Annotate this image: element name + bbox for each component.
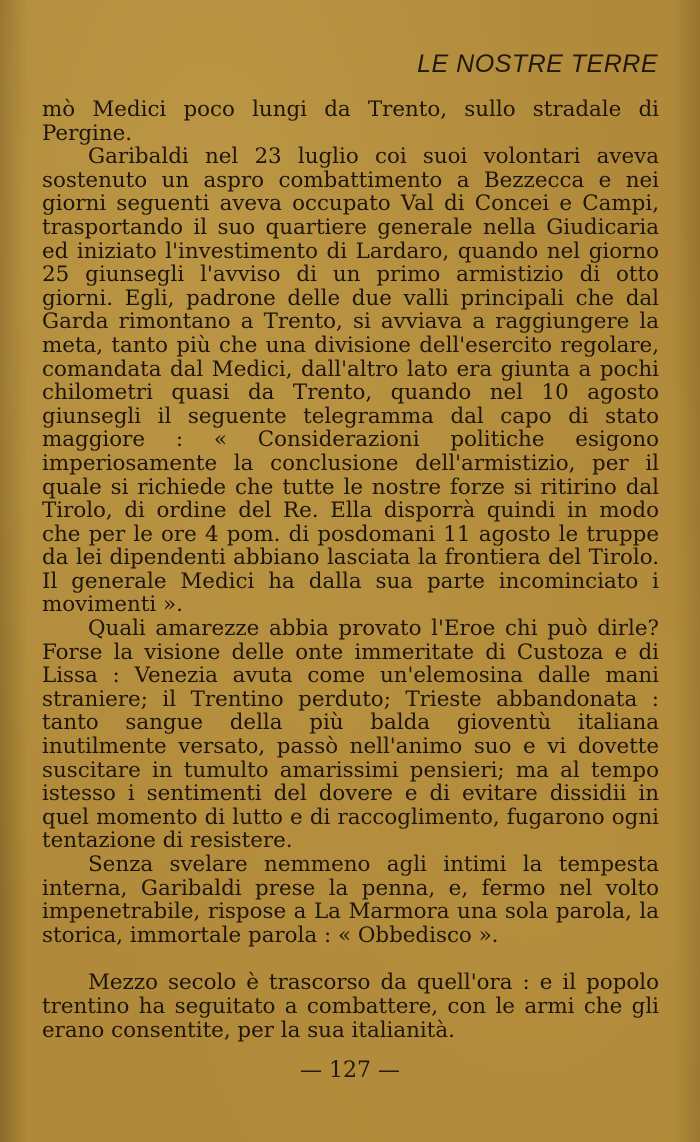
paragraph-continuation: mò Medici poco lungi da Trento, sullo stradale di Pergine. [42, 97, 659, 146]
page-number: — 127 — [300, 1058, 400, 1083]
paragraph-obbedisco: Senza svelare nemmeno agli intimi la tempesta interna, Garibaldi prese la penna, e, fermo nel volto impenetrabile, rispose a La Marmora una sola parola, la storica, immortale parola : « Obbedisco ». [42, 852, 659, 948]
body-text [42, 98, 659, 1042]
paragraph-half-century: Mezzo secolo è trascorso da quell'ora : e il popolo trentino ha seguitato a combattere, con le armi che gli erano consentite, per la sua italianità. [42, 970, 659, 1043]
paragraph-bitterness: Quali amarezze abbia provato l'Eroe chi può dirle? Forse la visione delle onte immeritate di Custoza e di Lissa : Venezia avuta come un'elemosina dalle mani straniere; il Trentino perduto; Trieste abbandonata : tanto sangue della più balda gioventù italiana inutilmente versato, passò nell'animo suo e vi dovette suscitare in tumulto amarissimi pensieri; ma al tempo istesso i sentimenti del dovere e di evitare dissidii in quel momento di lutto e di raccoglimento, fugarono ogni tentazione di resistere. [42, 616, 659, 854]
running-head: LE NOSTRE TERRE [417, 50, 658, 78]
paragraph-garibaldi-campaign: Garibaldi nel 23 luglio coi suoi volontari aveva sostenuto un aspro combattimento a Bezzecca e nei giorni seguenti aveva occupato Val di Concei e Campi, trasportando il suo quartiere generale nella Giudicaria ed iniziato l'investimento di Lardaro, quando nel giorno 25 giunsegli l'avviso di un primo armistizio di otto giorni. Egli, padrone delle due valli principali che dal Garda rimontano a Trento, si avviava a raggiungere la meta, tanto più che una divisione dell'esercito regolare, comandata dal Medici, dall'altro lato era giunta a pochi chilometri quasi da Trento, quando nel 10 agosto giunsegli il seguente telegramma dal capo di stato maggiore : « Considerazioni politiche esigono imperiosamente la conclusione dell'armistizio, per il quale si richiede che tutte le nostre forze si ritirino dal Tirolo, di ordine del Re. Ella disporrà quindi in modo che per le ore 4 pom. di posdomani 11 agosto le truppe da lei dipendenti abbiano lasciata la frontiera del Tirolo. Il generale Medici ha dalla sua parte incominciato i movimenti ». [42, 144, 659, 618]
